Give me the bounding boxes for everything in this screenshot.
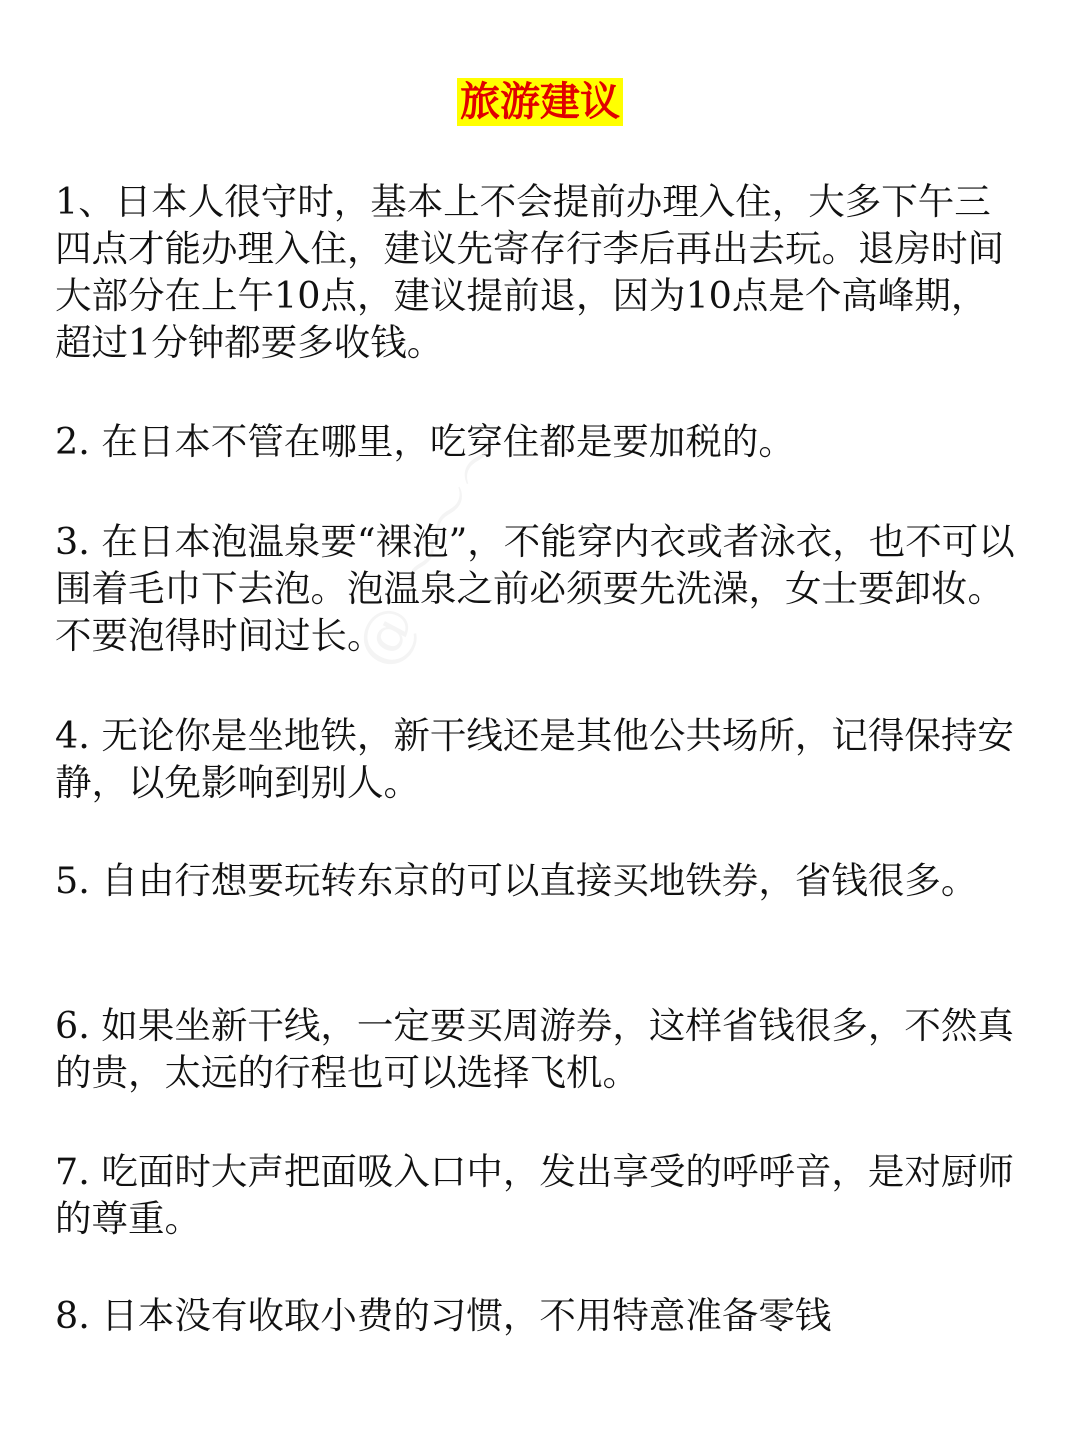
page-title: 旅游建议 [457, 78, 623, 126]
tip-item-3: 3. 在日本泡温泉要“裸泡”，不能穿内衣或者泳衣，也不可以围着毛巾下去泡。泡温泉之前必须要先洗澡，女士要卸妆。不要泡得时间过长。 [55, 520, 1015, 657]
title-container [0, 78, 1080, 126]
tip-item-5: 5. 自由行想要玩转东京的可以直接买地铁券，省钱很多。 [55, 859, 978, 902]
tip-item-8: 8. 日本没有收取小费的习惯，不用特意准备零钱 [55, 1294, 832, 1337]
tip-item-2: 2. 在日本不管在哪里，吃穿住都是要加税的。 [55, 420, 795, 463]
tip-item-6: 6. 如果坐新干线，一定要买周游券，这样省钱很多，不然真的贵，太远的行程也可以选择飞机。 [55, 1004, 1014, 1094]
watermark: @ ～～～ [341, 417, 525, 679]
tip-item-1: 1、日本人很守时，基本上不会提前办理入住，大多下午三四点才能办理入住，建议先寄存行李后再出去玩。退房时间大部分在上午10点，建议提前退，因为10点是个高峰期，超过1分钟都要多收钱。 [55, 180, 1004, 364]
tip-item-7: 7. 吃面时大声把面吸入口中，发出享受的呼呼音，是对厨师的尊重。 [55, 1150, 1014, 1240]
tip-item-4: 4. 无论你是坐地铁，新干线还是其他公共场所，记得保持安静，以免影响到别人。 [55, 714, 1014, 804]
